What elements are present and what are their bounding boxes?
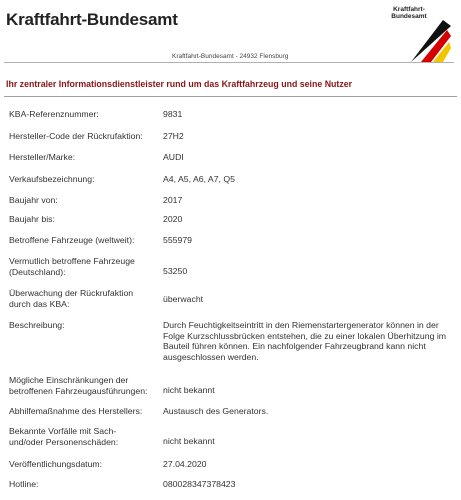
row-label: Überwachung der Rückrufaktion durch das KBA:: [9, 288, 134, 309]
subtitle: Ihr zentraler Informationsdienstleister rund um das Kraftfahrzeug und seine Nutzer: [6, 79, 353, 89]
row-label: Verkaufsbezeichnung:: [9, 174, 95, 184]
row-value: überwacht: [163, 294, 204, 304]
row-label: Baujahr bis:: [9, 214, 55, 224]
row-value: 27H2: [163, 131, 184, 141]
row-label: Mögliche Einschränkungen der betroffenen Fahrzeugausführungen:: [9, 375, 148, 396]
row-value: A4, A5, A6, A7, Q5: [163, 174, 235, 184]
row-label: Baujahr von:: [9, 195, 58, 205]
row-label: Abhilfemaßnahme des Herstellers:: [9, 406, 143, 416]
subtitle-divider: [4, 96, 457, 97]
row-value: 53250: [163, 266, 188, 276]
row-label: Bekannte Vorfälle mit Sach- und/oder Personenschäden:: [9, 426, 119, 447]
address-line: Kraftfahrt-Bundesamt - 24932 Flensburg: [172, 53, 289, 60]
row-value: 9831: [163, 109, 183, 119]
row-label: Hotline:: [9, 479, 39, 489]
row-value: 555979: [163, 235, 192, 245]
brand-title: Kraftfahrt-Bundesamt: [6, 10, 178, 29]
row-value: nicht bekannt: [163, 436, 215, 446]
row-label: KBA-Referenznummer:: [9, 109, 99, 119]
row-label: Betroffene Fahrzeuge (weltweit):: [9, 235, 135, 245]
row-value: AUDI: [163, 152, 184, 162]
row-label: Hersteller/Marke:: [9, 152, 76, 162]
row-value: Austausch des Generators.: [163, 406, 269, 416]
row-label: Hersteller-Code der Rückrufaktion:: [9, 131, 143, 141]
logo-text-line1: Kraftfahrt-: [393, 6, 425, 13]
eagle-flag-icon: [385, 4, 455, 64]
row-value: 2020: [163, 214, 183, 224]
row-value: nicht bekannt: [163, 385, 215, 395]
row-value: 2017: [163, 195, 183, 205]
row-label: Vermutlich betroffene Fahrzeuge (Deutschland):: [9, 256, 135, 277]
kba-logo[interactable]: [385, 4, 455, 64]
row-value: Durch Feuchtigkeitseintritt in den Riemenstartergenerator können in der Folge Kurzschlussbrücken entstehen, die zu einer lokalen Überhitzung im Bauteil führen können. Ein nachfolgender Fahrzeugbrand kann nicht ausgeschlossen werden.: [163, 320, 446, 362]
page-header: [0, 0, 461, 68]
row-label: Beschreibung:: [9, 320, 65, 330]
logo-text-line2: Bundesamt: [391, 13, 427, 20]
row-value: 27.04.2020: [163, 459, 207, 469]
hotline-number[interactable]: 080028347378423: [163, 479, 236, 489]
row-label: Veröffentlichungsdatum:: [9, 459, 103, 469]
